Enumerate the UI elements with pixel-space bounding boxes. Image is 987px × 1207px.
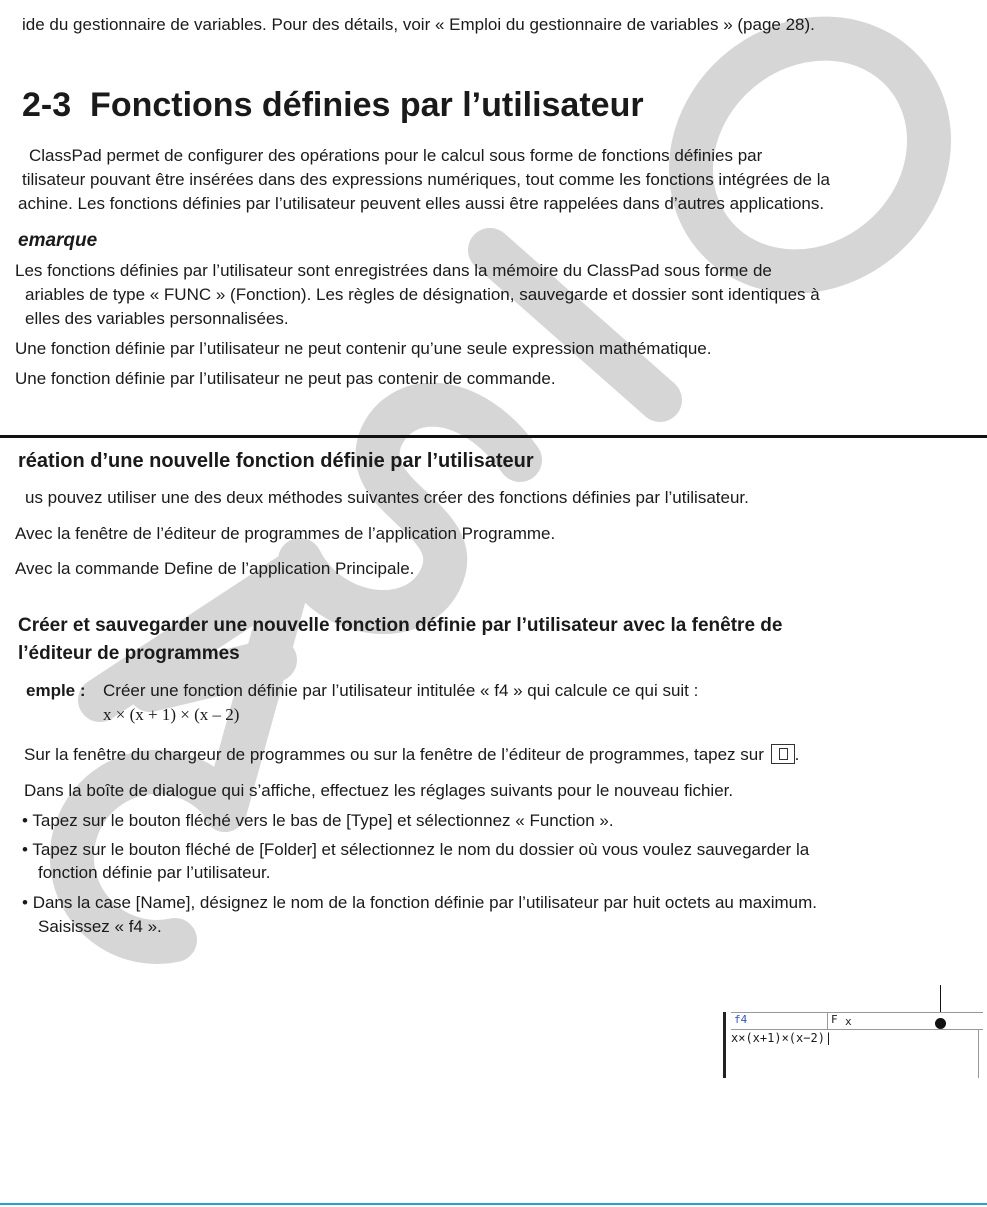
step-1-end: . — [794, 745, 800, 764]
procedure-title-line2: l’éditeur de programmes — [18, 643, 240, 664]
procedure-title-line1: Créer et sauvegarder une nouvelle fonction définie par l’utilisateur avec la fenêtre de — [18, 615, 783, 636]
subsection-intro: us pouvez utiliser une des deux méthodes suivantes créer des fonctions définies par l’utilisateur. — [25, 488, 749, 507]
function-body[interactable]: x×(x+1)×(x−2)| — [731, 1031, 833, 1045]
bullet-dot: • — [22, 840, 28, 859]
step-1 — [24, 744, 799, 766]
example-text: Créer une fonction définie par l’utilisateur intitulée « f4 » qui calcule ce qui suit : — [103, 681, 699, 700]
intro-paragraph-line3: achine. Les fonctions définies par l’utilisateur peuvent elles aussi être rappelées dans d’autres applications. — [18, 194, 825, 213]
bullet-1 — [22, 810, 614, 832]
section-divider — [0, 435, 987, 438]
subsection-title: réation d’une nouvelle fonction définie par l’utilisateur — [18, 450, 534, 472]
new-file-icon — [771, 744, 795, 764]
function-name: f4 — [734, 1013, 748, 1026]
step-2: Dans la boîte de dialogue qui s’affiche, effectuez les réglages suivants pour le nouveau fichier. — [24, 781, 734, 800]
intro-paragraph-line1: ClassPad permet de configurer des opérations pour le calcul sous forme de fonctions définies par — [29, 146, 763, 165]
example-formula: x × (x + 1) × (x – 2) — [103, 705, 240, 724]
example-label: emple : — [26, 681, 86, 700]
remark-item1-line2: ariables de type « FUNC » (Fonction). Les règles de désignation, sauvegarde et dossier sont identiques à — [25, 285, 820, 304]
remark-item1-line1: Les fonctions définies par l’utilisateur sont enregistrées dans la mémoire du ClassPad sous forme de — [15, 261, 772, 280]
step-1-text: Sur la fenêtre du chargeur de programmes ou sur la fenêtre de l’éditeur de programmes, tapez sur — [24, 745, 764, 764]
bullet-2 — [22, 839, 809, 861]
bullet-1-text: Tapez sur le bouton fléché vers le bas de [Type] et sélectionnez « Function ». — [32, 811, 614, 830]
bullet-3-text: Dans la case [Name], désignez le nom de la fonction définie par l’utilisateur par huit octets au maximum. — [32, 893, 817, 912]
bullet-3 — [22, 892, 817, 914]
editor-right-edge — [978, 1029, 979, 1078]
callout-dot — [935, 1018, 946, 1029]
bullet-dot: • — [22, 893, 28, 912]
bullet-3-line2: Saisissez « f4 ». — [38, 917, 162, 936]
bullet-2-line2: fonction définie par l’utilisateur. — [38, 863, 271, 882]
remark-item1-line3: elles des variables personnalisées. — [25, 309, 289, 328]
section-number: 2-3 — [22, 86, 72, 124]
page-bottom-rule — [0, 1203, 987, 1205]
remark-heading: emarque — [18, 230, 98, 251]
remark-item2: Une fonction définie par l’utilisateur ne peut contenir qu’une seule expression mathématique. — [15, 339, 712, 358]
method-2: Avec la commande Define de l’application Principale. — [15, 559, 415, 578]
section-heading — [22, 85, 644, 125]
intro-line: ide du gestionnaire de variables. Pour des détails, voir « Emploi du gestionnaire de variables » (page 28). — [22, 15, 815, 34]
function-type: F — [831, 1013, 838, 1026]
function-argument[interactable]: x — [845, 1015, 852, 1028]
section-title: Fonctions définies par l’utilisateur — [90, 86, 644, 124]
bullet-2-text: Tapez sur le bouton fléché de [Folder] et sélectionnez le nom du dossier où vous voulez sauvegarder la — [32, 840, 810, 859]
header-separator — [827, 1013, 828, 1029]
intro-paragraph-line2: tilisateur pouvant être insérées dans des expressions numériques, tout comme les fonctions intégrées de la — [22, 170, 830, 189]
remark-item3: Une fonction définie par l’utilisateur ne peut pas contenir de commande. — [15, 369, 556, 388]
method-1: Avec la fenêtre de l’éditeur de programmes de l’application Programme. — [15, 524, 556, 543]
bullet-dot: • — [22, 811, 28, 830]
